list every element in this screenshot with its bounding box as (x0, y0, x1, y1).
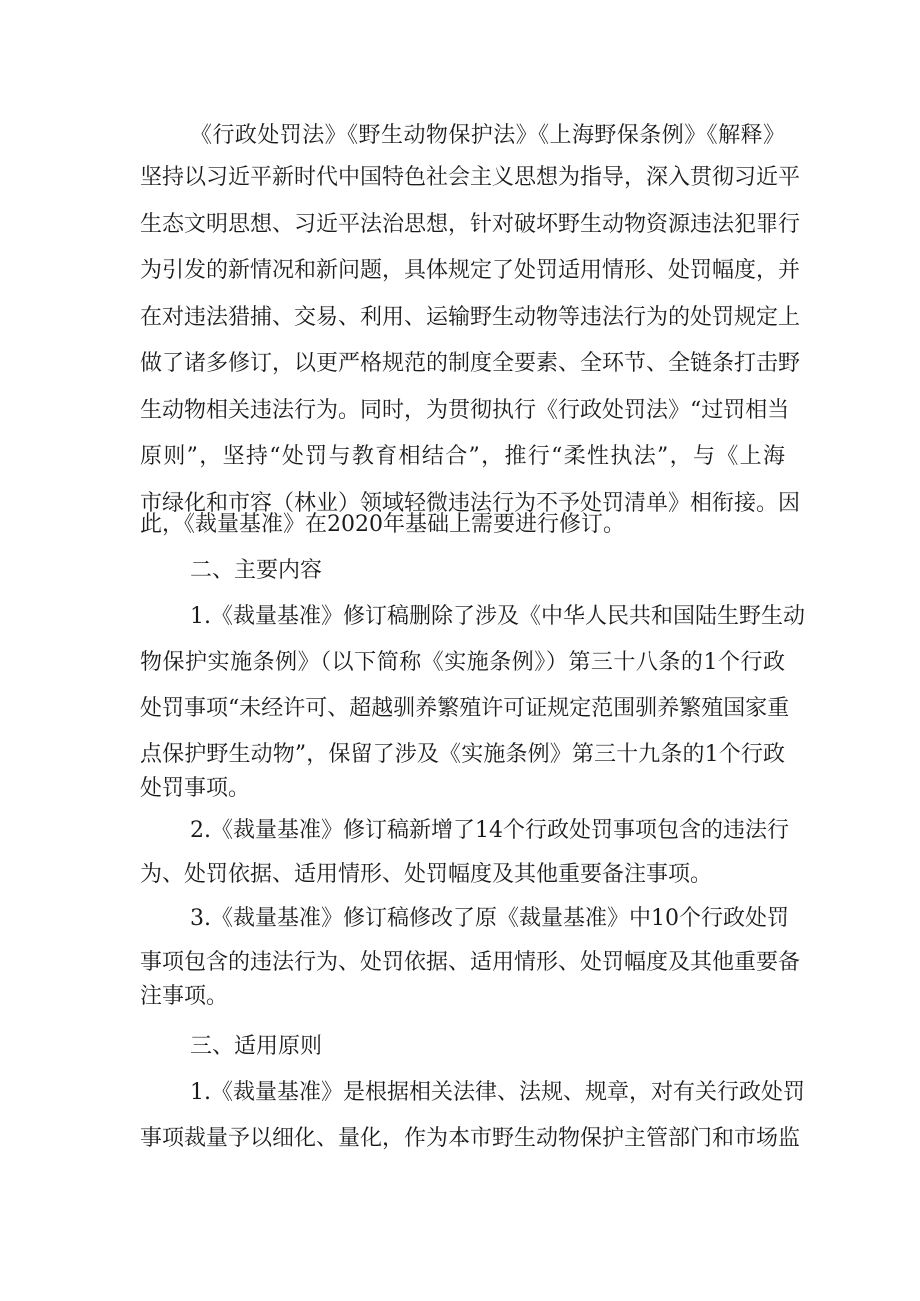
text-line: 1.《裁量基准》修订稿删除了涉及《中华人民共和国陆生野生动 (190, 604, 805, 629)
section-heading: 二、主要内容 (190, 558, 323, 583)
text-line: 点保护野生动物”，保留了涉及《实施条例》第三十九条的1个行政 (140, 742, 785, 767)
text-line: 做了诸多修订，以更严格规范的制度全要素、全环节、全链条打击野 (140, 351, 801, 376)
text-line: 坚持以习近平新时代中国特色社会主义思想为指导，深入贯彻习近平 (140, 165, 801, 190)
text-line-paragraph-end: 此，《裁量基准》在2020年基础上需要进行修订。 (140, 512, 625, 537)
text-line-paragraph-end: 为、处罚依据、适用情形、处罚幅度及其他重要备注事项。 (140, 862, 713, 887)
text-line: 事项包含的违法行为、处罚依据、适用情形、处罚幅度及其他重要备 (140, 950, 801, 975)
text-line: 物保护实施条例》（以下简称《实施条例》）第三十八条的1个行政 (140, 650, 785, 675)
text-line: 1.《裁量基准》是根据相关法律、法规、规章，对有关行政处罚 (190, 1080, 805, 1105)
text-line: 《行政处罚法》《野生动物保护法》《上海野保条例》《解释》 (190, 123, 785, 148)
text-line: 原则”，坚持“处罚与教育相结合”，推行“柔性执法”，与《上海 (140, 444, 785, 469)
text-line: 为引发的新情况和新问题，具体规定了处罚适用情形、处罚幅度，并 (140, 258, 801, 283)
text-line: 生动物相关违法行为。同时，为贯彻执行《行政处罚法》“过罚相当 (140, 398, 790, 423)
section-heading: 三、适用原则 (190, 1034, 323, 1059)
text-line: 事项裁量予以细化、量化，作为本市野生动物保护主管部门和市场监 (140, 1126, 801, 1151)
text-line-paragraph-end: 处罚事项。 (140, 776, 251, 801)
text-line: 处罚事项“未经许可、超越驯养繁殖许可证规定范围驯养繁殖国家重 (140, 696, 790, 721)
text-line: 市绿化和市容（林业）领域轻微违法行为不予处罚清单》相衔接。因 (140, 491, 801, 516)
text-line: 在对违法猎捕、交易、利用、运输野生动物等违法行为的处罚规定上 (140, 305, 801, 330)
text-line: 2.《裁量基准》修订稿新增了14个行政处罚事项包含的违法行 (190, 818, 789, 843)
text-line: 生态文明思想、习近平法治思想，针对破坏野生动物资源违法犯罪行 (140, 212, 801, 237)
text-line-paragraph-end: 注事项。 (140, 984, 229, 1009)
text-line: 3.《裁量基准》修订稿修改了原《裁量基准》中10个行政处罚 (190, 906, 789, 931)
